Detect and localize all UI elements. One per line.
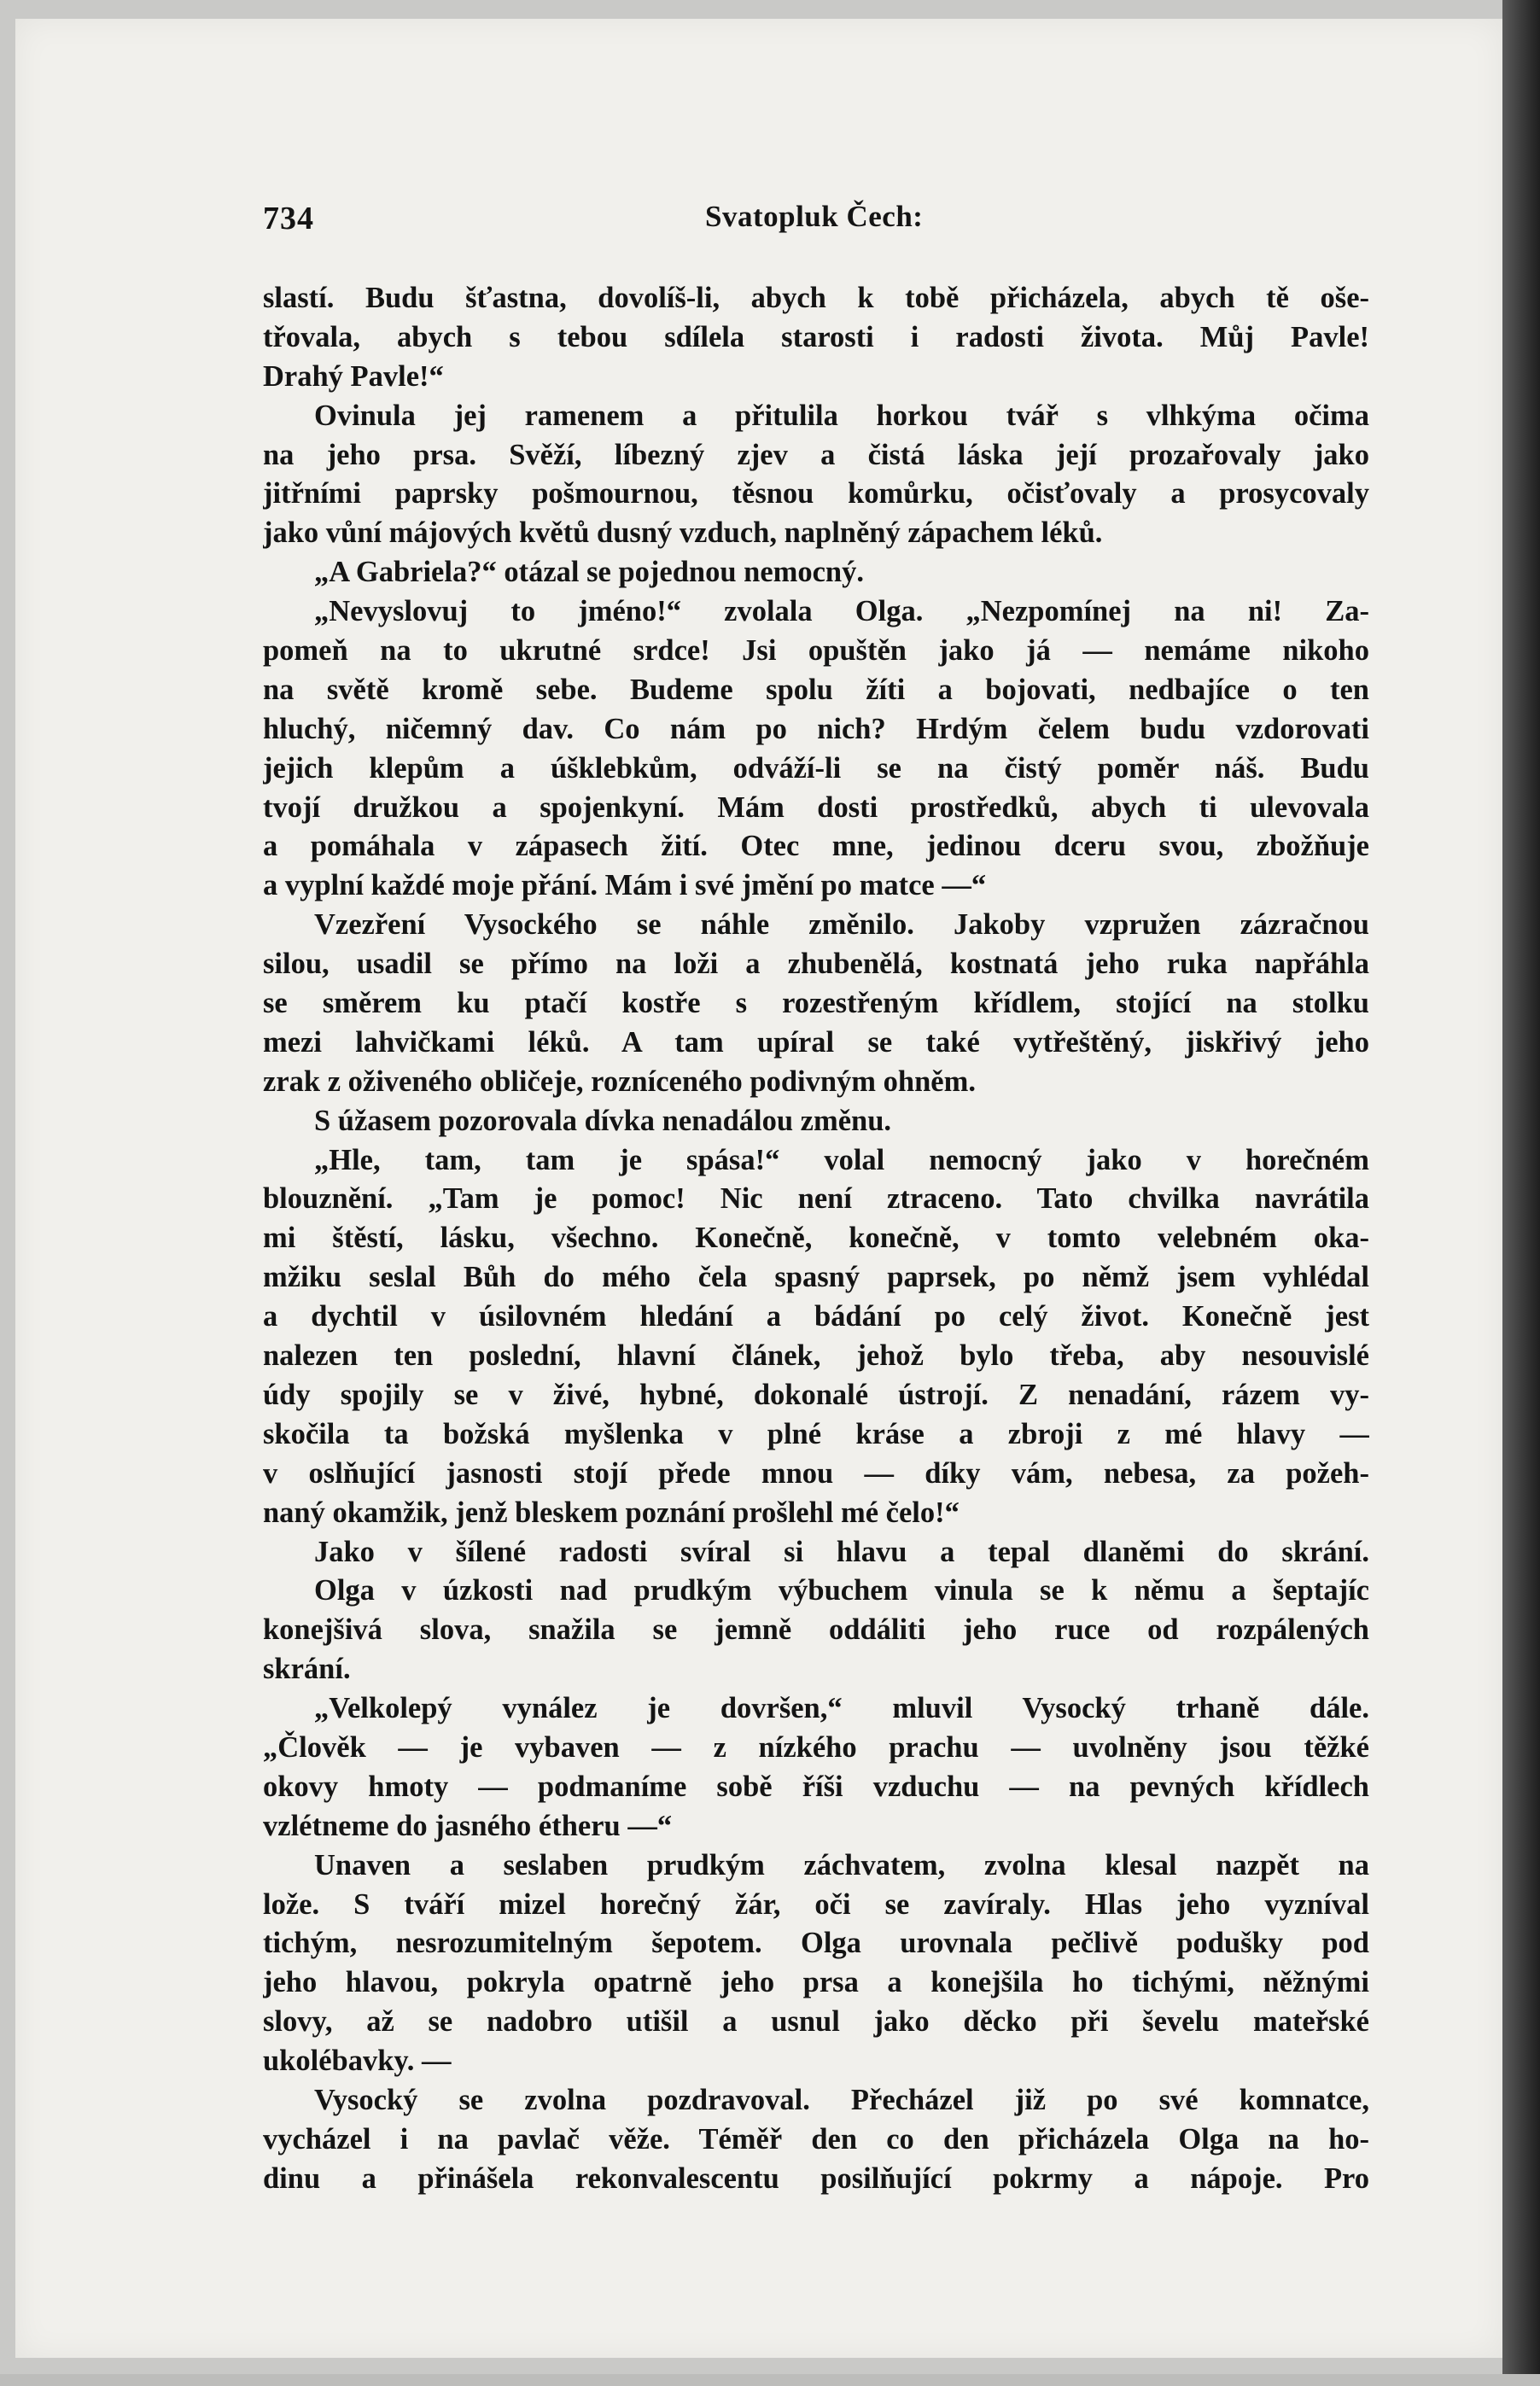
text-line: „Velkolepý vynález je dovršen,“ mluvil Vysocký trhaně dále. [314,1692,1369,1725]
scan-right-edge [1502,0,1540,2386]
text-line: skrání. [263,1653,351,1686]
text-line: Olga v úzkosti nad prudkým výbuchem vinula se k němu a šeptajíc [314,1574,1369,1607]
text-line: lože. S tváří mizel horečný žár, oči se zavíraly. Hlas jeho vyzníval [263,1887,1369,1921]
text-line: jejich klepům a úšklebkům, odváží-li se na čistý poměr náš. Budu [263,751,1369,785]
text-line: pomeň na to ukrutné srdce! Jsi opuštěn jako já — nemáme nikoho [263,634,1369,668]
text-line: „Člověk — je vybaven — z nízkého prachu — uvolněny jsou těžké [263,1730,1369,1764]
text-line: zrak z oživeného obličeje, rozníceného podivným ohněm. [263,1065,976,1098]
text-line: „A Gabriela?“ otázal se pojednou nemocný. [314,556,864,589]
text-line: konejšivá slova, snažila se jemně oddáliti jeho ruce od rozpálených [263,1613,1369,1647]
text-line: Vysocký se zvolna pozdravoval. Přecházel již po své komnatce, [314,2083,1369,2116]
text-line: slovy, až se nadobro utišil a usnul jako děcko při ševelu mateřské [263,2005,1369,2039]
text-line: dinu a přinášela rekonvalescentu posilňující pokrmy a nápoje. Pro [263,2161,1369,2195]
text-line: Drahý Pavle!“ [263,359,444,393]
text-line: „Nevyslovuj to jméno!“ zvolala Olga. „Nezpomínej na ni! Za- [314,595,1369,628]
text-line: slastí. Budu šťastna, dovolíš-li, abych k tobě přicházela, abych tě oše- [263,282,1369,314]
text-line: jako vůní májových květů dusný vzduch, naplněný zápachem léků. [263,516,1103,550]
text-line: mezi lahvičkami léků. A tam upíral se také vytřeštěný, jiskřivý jeho [263,1025,1369,1059]
text-line: nalezen ten poslední, hlavní článek, jehož bylo třeba, aby nesouvislé [263,1339,1369,1373]
text-line: ukolébavky. — [263,2045,452,2078]
text-line: Jako v šílené radosti svíral si hlavu a tepal dlaněmi do skrání. [314,1535,1369,1568]
text-line: Vzezření Vysockého se náhle změnilo. Jakoby vzpružen zázračnou [314,908,1369,942]
text-line: mžiku seslal Bůh do mého čela spasný paprsek, po němž jsem vyhlédal [263,1261,1369,1294]
text-line: jitřními paprsky pošmournou, těsnou komůrku, očisťovaly a prosycovaly [263,477,1369,510]
text-line: blouznění. „Tam je pomoc! Nic není ztraceno. Tato chvilka navrátila [263,1182,1369,1216]
text-line: jeho hlavou, pokryla opatrně jeho prsa a konejšila ho tichými, něžnými [263,1966,1369,1999]
text-line: Unaven a seslaben prudkým záchvatem, zvolna klesal nazpět na [314,1848,1369,1881]
text-line: skočila ta božská myšlenka v plné kráse a zbroji z mé hlavy — [263,1417,1369,1450]
text-line: vycházel i na pavlač věže. Téměř den co den přicházela Olga na ho- [263,2122,1369,2156]
page-header [263,200,1368,242]
body-text [263,279,1369,2199]
text-line: na jeho prsa. Svěží, líbezný zjev a čistá láska její prozařovaly jako [263,438,1369,471]
book-page [15,19,1502,2358]
scan-bottom-edge [0,2374,1540,2386]
text-line: a dychtil v úsilovném hledání a bádání po celý život. Konečně jest [263,1300,1369,1333]
running-head: Svatopluk Čech: [705,200,924,233]
text-line: „Hle, tam, tam je spása!“ volal nemocný jako v horečném [314,1143,1369,1176]
text-line: tichým, nesrozumitelným šepotem. Olga urovnala pečlivě podušky pod [263,1927,1369,1960]
text-line: Ovinula jej ramenem a přitulila horkou tvář s vlhkýma očima [314,399,1369,432]
text-line: hluchý, ničemný dav. Co nám po nich? Hrdým čelem budu vzdorovati [263,712,1369,745]
text-line: a pomáhala v zápasech žití. Otec mne, jedinou dceru svou, zbožňuje [263,830,1369,863]
text-line: silou, usadil se přímo na loži a zhubenělá, kostnatá jeho ruka napřáhla [263,948,1369,981]
text-line: třovala, abych s tebou sdílela starosti i radosti života. Můj Pavle! [263,320,1369,353]
text-line: se směrem ku ptačí kostře s rozestřeným křídlem, stojící na stolku [263,987,1369,1020]
text-line: S úžasem pozorovala dívka nenadálou změnu. [314,1104,892,1137]
text-line: mi štěstí, lásku, všechno. Konečně, konečně, v tomto velebném oka- [263,1222,1369,1255]
text-line: tvojí družkou a spojenkyní. Mám dosti prostředků, abych ti ulevovala [263,790,1369,824]
text-line: v oslňující jasnosti stojí přede mnou — díky vám, nebesa, za požeh- [263,1456,1369,1490]
text-line: naný okamžik, jenž bleskem poznání prošlehl mé čelo!“ [263,1496,960,1529]
text-line: na světě kromě sebe. Budeme spolu žíti a bojovati, nedbajíce o ten [263,673,1369,706]
page-number: 734 [263,201,314,236]
text-line: a vyplní každé moje přání. Mám i své jmění po matce —“ [263,869,987,902]
text-line: okovy hmoty — podmaníme sobě říši vzduchu — na pevných křídlech [263,1770,1369,1803]
text-line: vzlétneme do jasného étheru —“ [263,1809,673,1842]
text-line: údy spojily se v živé, hybné, dokonalé ústrojí. Z nenadání, rázem vy- [263,1378,1369,1411]
